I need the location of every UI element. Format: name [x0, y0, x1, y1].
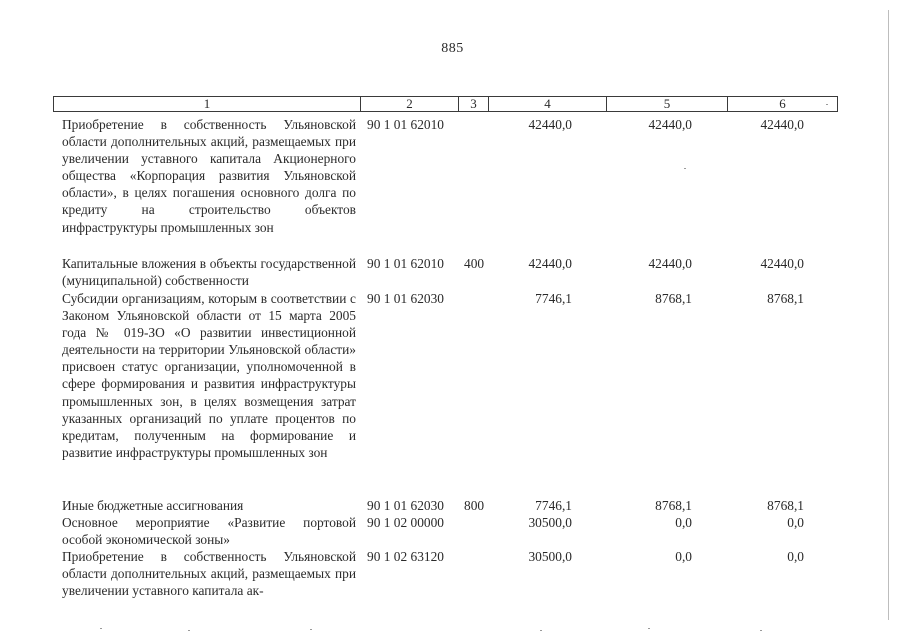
row-code: 90 1 02 00000: [367, 515, 444, 530]
scan-speck: [648, 628, 650, 629]
row-amount-col4: 42440,0: [528, 256, 572, 271]
row-amount-col5: 0,0: [675, 549, 692, 564]
row-amount-col4: 42440,0: [528, 117, 572, 132]
column-header-3: 3: [458, 97, 488, 111]
row-description: Капитальные вложения в объекты государственной (муниципальной) собственности: [62, 256, 356, 289]
row-description: Приобретение в собственность Ульяновской области дополнительных акций, размещаемых при увеличении уставного капитала ак-: [62, 549, 356, 599]
row-expense-type: 800: [464, 498, 485, 513]
table-header: [53, 96, 838, 112]
row-description: Основное мероприятие «Развитие портовой особой экономической зоны»: [62, 515, 356, 548]
scan-speck: [310, 629, 312, 630]
row-amount-col6: 8768,1: [767, 498, 804, 513]
row-amount-col5: 8768,1: [655, 498, 692, 513]
row-amount-col5: 42440,0: [648, 256, 692, 271]
scan-speck: [760, 630, 762, 631]
row-amount-col4: 30500,0: [528, 549, 572, 564]
row-amount-col5: 42440,0: [648, 117, 692, 132]
row-code: 90 1 02 63120: [367, 549, 444, 564]
row-amount-col4: 7746,1: [535, 498, 572, 513]
scan-speck: [100, 628, 102, 629]
row-amount-col6: 8768,1: [767, 291, 804, 306]
row-description: Приобретение в собственность Ульяновской области дополнительных акций, размещаемых при увеличении уставного капитала Акционерного общества «Корпорация развития Ульяновской области», в целях погашения основного долга по кредиту на строительство объектов инфраструктуры промышленных зон: [62, 117, 356, 235]
row-amount-col6: 0,0: [787, 515, 804, 530]
row-expense-type: 400: [464, 256, 485, 271]
column-header-5: 5: [606, 97, 727, 111]
row-amount-col4: 30500,0: [528, 515, 572, 530]
column-header-4: 4: [488, 97, 606, 111]
row-amount-col5: 8768,1: [655, 291, 692, 306]
scan-speck: [540, 630, 542, 631]
row-description: Иные бюджетные ассигнования: [62, 498, 244, 513]
row-code: 90 1 01 62010: [367, 117, 444, 132]
column-header-1: 1: [203, 96, 211, 111]
row-amount-col5: 0,0: [675, 515, 692, 530]
column-header-6: 6: [727, 97, 837, 111]
row-description: Субсидии организациям, которым в соответствии с Законом Ульяновской области от 15 марта 2005 года № 019-ЗО «О развитии инвестиционной деятельности на территории Ульяновской области» присвоен статус организации, уполномоченной в сфере формирования и развития инфраструктуры промышленных зон, в целях возмещения затрат указанных организаций по уплате процентов по кредитам, полученным на формирование и развитие инфраструктуры промышленных зон: [62, 291, 356, 460]
scan-edge-line: [888, 10, 889, 620]
scan-speck: [188, 630, 190, 631]
row-code: 90 1 01 62030: [367, 291, 444, 306]
column-header-2: 2: [360, 97, 458, 111]
row-amount-col6: 42440,0: [760, 256, 804, 271]
row-code: 90 1 01 62010: [367, 256, 444, 271]
page-number: 885: [441, 41, 464, 56]
row-amount-col4: 7746,1: [535, 291, 572, 306]
row-amount-col6: 42440,0: [760, 117, 804, 132]
scan-speck: [684, 168, 686, 169]
row-amount-col6: 0,0: [787, 549, 804, 564]
row-code: 90 1 01 62030: [367, 498, 444, 513]
